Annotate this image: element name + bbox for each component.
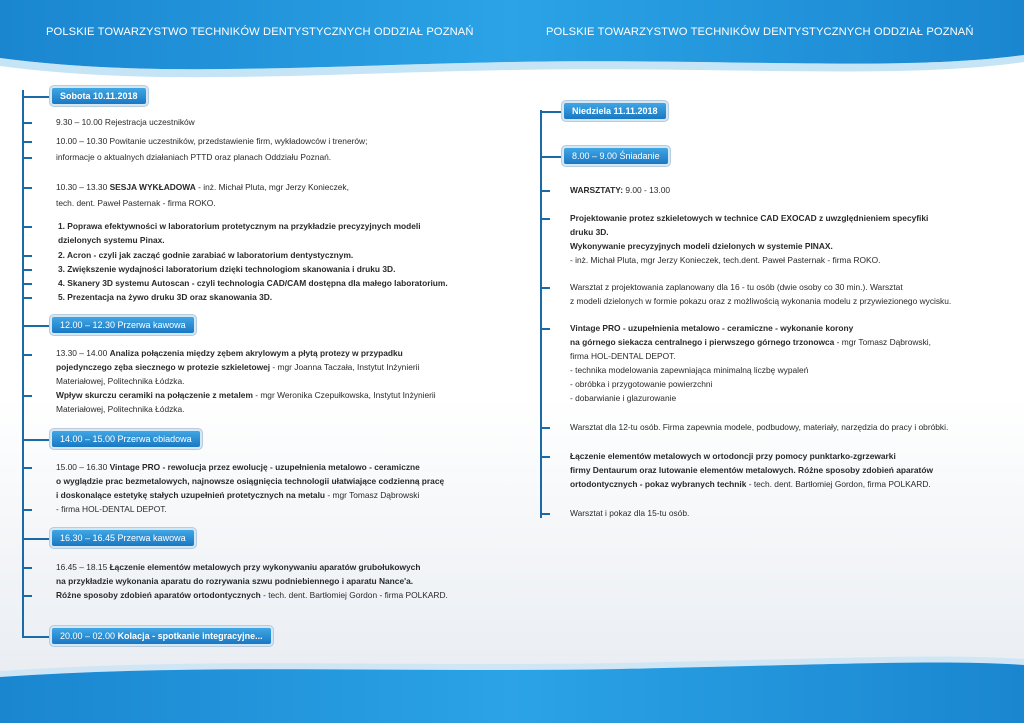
lecture3-line-1: Wpływ skurczu ceramiki na połączenie z metalem - mgr Weronika Czepułkowska, Instytut Inżynierii	[56, 390, 436, 400]
timeline-line-left	[22, 90, 24, 638]
lecture3-line-2: Materiałowej, Politechnika Łódzka.	[56, 404, 185, 414]
session-speakers: tech. dent. Paweł Pasternak - firma ROKO.	[56, 198, 216, 208]
ws2-item-2: - obróbka i przygotowanie powierzchni	[570, 379, 713, 389]
lecture2-line-3: Materiałowej, Politechnika Łódzka.	[56, 376, 185, 386]
topic-4: 4. Skanery 3D systemu Autoscan - czyli technologia CAD/CAM dostępna dla małego laboratorium.	[58, 278, 448, 288]
ws1-note-1: Warsztat z projektowania zaplanowany dla 16 - tu osób (dwie osoby co 30 min.). Warsztat	[570, 282, 903, 292]
footer-banner	[0, 653, 1024, 723]
ws1-title-1: Projektowanie protez szkieletowych w technice CAD EXOCAD z uwzględnieniem specyfiki	[570, 213, 929, 223]
ws1-speakers: - inż. Michał Pluta, mgr Jerzy Konieczek, tech.dent. Paweł Pasternak - firma ROKO.	[570, 255, 881, 265]
topic-2: 2. Acron - czyli jak zacząć godnie zarabiać w laboratorium dentystycznym.	[58, 250, 354, 260]
ws1-note-2: z modeli dzielonych w formie pokazu oraz z możliwością wykonania modelu z przywiezionego wycisku.	[570, 296, 952, 306]
ws2-title-2: na górnego siekacza centralnego i pierwszego górnego trzonowca - mgr Tomasz Dąbrowski,	[570, 337, 931, 347]
lecture5-line-3: Różne sposoby zdobień aparatów ortodontycznych - tech. dent. Bartłomiej Gordon - firma POLKARD.	[56, 590, 448, 600]
registration-item: 9.30 – 10.00 Rejestracja uczestników	[56, 117, 195, 127]
ws3-title-1: Łączenie elementów metalowych w ortodoncji przy pomocy punktarko-zgrzewarki	[570, 451, 896, 461]
topic-1a: 1. Poprawa efektywności w laboratorium protetycznym na przykładzie precyzyjnych modeli	[58, 221, 421, 231]
welcome-line-1: 10.00 – 10.30 Powitanie uczestników, przedstawienie firm, wykładowców i trenerów;	[56, 136, 368, 146]
ws1-title-2: druku 3D.	[570, 227, 609, 237]
welcome-line-2: informacje o aktualnych działaniach PTTD oraz planach Oddziału Poznań.	[56, 152, 332, 162]
header-title-right: POLSKIE TOWARZYSTWO TECHNIKÓW DENTYSTYCZNYCH ODDZIAŁ POZNAŃ	[546, 26, 974, 38]
lecture5-line-2: na przykładzie wykonania aparatu do rozrywania szwu podniebiennego i aparatu Nance'a.	[56, 576, 414, 586]
day-label-sunday: Niedziela 11.11.2018	[564, 103, 666, 119]
header-banner	[0, 0, 1024, 80]
lecture2-line-2: pojedynczego zęba siecznego w protezie szkieletowej - mgr Joanna Taczała, Instytut Inżynierii	[56, 362, 420, 372]
ws2-note: Warsztat dla 12-tu osób. Firma zapewnia modele, podbudowy, materiały, narzędzia do pracy i obróbki.	[570, 422, 949, 432]
ws1-title-3: Wykonywanie precyzyjnych modeli dzielonych w systemie PINAX.	[570, 241, 833, 251]
workshops-header: WARSZTATY: 9.00 - 13.00	[570, 185, 671, 195]
session-header: 10.30 – 13.30 SESJA WYKŁADOWA - inż. Michał Pluta, mgr Jerzy Konieczek,	[56, 182, 349, 192]
header-title-left: POLSKIE TOWARZYSTWO TECHNIKÓW DENTYSTYCZNYCH ODDZIAŁ POZNAŃ	[46, 26, 474, 38]
lecture5-line-1: 16.45 – 18.15 Łączenie elementów metalowych przy wykonywaniu aparatów grubołukowych	[56, 562, 421, 572]
topic-5: 5. Prezentacja na żywo druku 3D oraz skanowania 3D.	[58, 292, 273, 302]
ws2-title-1: Vintage PRO - uzupełnienia metalowo - ceramiczne - wykonanie korony	[570, 323, 854, 333]
ws2-company: firma HOL-DENTAL DEPOT.	[570, 351, 676, 361]
lecture4-line-2: o wyglądzie prac bezmetalowych, najnowsze osiągnięcia technologii ułatwiające codzienną pracę	[56, 476, 445, 486]
coffee-break-1: 12.00 – 12.30 Przerwa kawowa	[52, 317, 194, 333]
ws2-item-3: - dobarwianie i glazurowanie	[570, 393, 677, 403]
lecture4-line-1: 15.00 – 16.30 Vintage PRO - rewolucja przez ewolucję - uzupełnienia metalowo - ceramiczne	[56, 462, 420, 472]
lunch-break: 14.00 – 15.00 Przerwa obiadowa	[52, 431, 200, 447]
day-label-saturday: Sobota 10.11.2018	[52, 88, 146, 104]
dinner-label: 20.00 – 02.00 Kolacja - spotkanie integracyjne...	[52, 628, 271, 644]
topic-1b: dzielonych systemu Pinax.	[58, 235, 165, 245]
ws3-note: Warsztat i pokaz dla 15-tu osób.	[570, 508, 690, 518]
lecture4-line-4: - firma HOL-DENTAL DEPOT.	[56, 504, 167, 514]
topic-3: 3. Zwiększenie wydajności laboratorium dzięki technologiom skanowania i druku 3D.	[58, 264, 396, 274]
breakfast-label: 8.00 – 9.00 Śniadanie	[564, 148, 668, 164]
lecture2-line-1: 13.30 – 14.00 Analiza połączenia między zębem akrylowym a płytą protezy w przypadku	[56, 348, 403, 358]
lecture4-line-3: i doskonalące estetykę stałych uzupełnień protetycznych na metalu - mgr Tomasz Dąbrowski	[56, 490, 420, 500]
ws3-title-3: ortodontycznych - pokaz wybranych technik - tech. dent. Bartłomiej Gordon, firma POLKARD.	[570, 479, 931, 489]
ws3-title-2: firmy Dentaurum oraz lutowanie elementów metalowych. Różne sposoby zdobień aparatów	[570, 465, 933, 475]
ws2-item-1: - technika modelowania zapewniająca minimalną liczbę wypaleń	[570, 365, 809, 375]
coffee-break-2: 16.30 – 16.45 Przerwa kawowa	[52, 530, 194, 546]
